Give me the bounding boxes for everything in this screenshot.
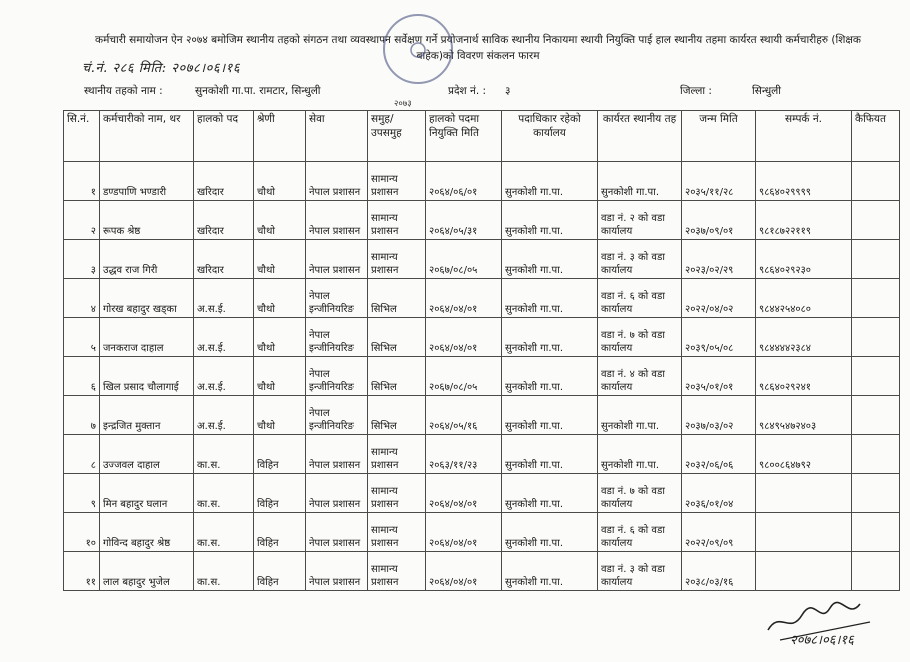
cell-local-level: वडा नं. ६ को वडा कार्यालय [598,513,682,552]
cell-post: का.स. [194,513,254,552]
cell-local-level: वडा नं. ६ को वडा कार्यालय [598,279,682,318]
table-row [64,318,900,357]
cell-service: नेपाल इन्जीनियरिङ [306,318,368,357]
cell-office: सुनकोशी गा.पा. [502,162,598,201]
cell-dob: २०२२/०४/०२ [682,279,756,318]
table-row [64,162,900,201]
cell-remarks [852,513,900,552]
cell-sn: ६ [64,357,100,396]
cell-grade: विहिन [254,435,306,474]
col-header-group: समुह/उपसमुह [368,111,426,162]
cell-name: मिन बहादुर घलान [100,474,194,513]
cell-contact: ९८६४०२९२३० [756,240,852,279]
col-header-office: पदाधिकार रहेको कार्यालय [502,111,598,162]
cell-remarks [852,240,900,279]
col-header-name: कर्मचारीको नाम, थर [100,111,194,162]
office-stamp [383,14,453,84]
form-heading: कर्मचारी समायोजन ऐन २०७४ बमोजिम स्थानीय तहको संगठन तथा व्यवस्थापन सर्वेक्षण गर्ने प्रयोजनार्थ साविक स्थानीय निकायमा स्थायी नियुक्ति पाई हाल स्थानीय तहमा कार्यरत स्थायी कर्मचारीहरु (शिक्षक बाहेक)को विवरण संकलन फारम [95,34,861,62]
cell-appointment-date: २०६४/०५/१६ [426,396,502,435]
cell-name: जनकराज दाहाल [100,318,194,357]
cell-dob: २०३७/०९/०१ [682,201,756,240]
cell-dob: २०३६/०१/०४ [682,474,756,513]
cell-appointment-date: २०६४/०६/०१ [426,162,502,201]
cell-grade: चौथो [254,357,306,396]
cell-office: सुनकोशी गा.पा. [502,279,598,318]
cell-grade: चौथो [254,279,306,318]
cell-contact: ९८१८७२२११९ [756,201,852,240]
table-row [64,279,900,318]
cell-group: सामान्य प्रशासन [368,435,426,474]
cell-grade: चौथो [254,201,306,240]
cell-dob: २०२३/०२/२९ [682,240,756,279]
cell-group: सिभिल [368,357,426,396]
cell-remarks [852,201,900,240]
cell-dob: २०३९/०५/०८ [682,318,756,357]
cell-post: का.स. [194,435,254,474]
cell-sn: ३ [64,240,100,279]
cell-office: सुनकोशी गा.पा. [502,318,598,357]
cell-group: सामान्य प्रशासन [368,474,426,513]
cell-local-level: सुनकोशी गा.पा. [598,162,682,201]
cell-service: नेपाल इन्जीनियरिङ [306,279,368,318]
col-header-post: हालको पद [194,111,254,162]
cell-post: का.स. [194,552,254,591]
cell-local-level: वडा नं. ७ को वडा कार्यालय [598,474,682,513]
cell-post: का.स. [194,474,254,513]
cell-office: सुनकोशी गा.पा. [502,435,598,474]
cell-remarks [852,552,900,591]
col-header-local-level: कार्यरत स्थानीय तह [598,111,682,162]
cell-dob: २०३८/०३/१६ [682,552,756,591]
cell-grade: चौथो [254,240,306,279]
cell-grade: चौथो [254,318,306,357]
cell-sn: १० [64,513,100,552]
cell-remarks [852,279,900,318]
cell-remarks [852,357,900,396]
cell-remarks [852,162,900,201]
cell-remarks [852,435,900,474]
district-value: सिन्धुली [752,85,782,97]
cell-contact: ९८६४०२९९९९ [756,162,852,201]
cell-sn: ९ [64,474,100,513]
cell-contact [756,513,852,552]
cell-name: लाल बहादुर भुजेल [100,552,194,591]
cell-post: खरिदार [194,162,254,201]
table-header-row [64,111,900,162]
cell-remarks [852,318,900,357]
col-header-remarks: कैफियत [852,111,900,162]
cell-contact: ९८४४४४२३८४ [756,318,852,357]
cell-local-level: सुनकोशी गा.पा. [598,396,682,435]
cell-name: खिल प्रसाद चौलागाई [100,357,194,396]
province-label: प्रदेश नं. : [448,85,487,97]
cell-contact [756,552,852,591]
cell-office: सुनकोशी गा.पा. [502,474,598,513]
cell-service: नेपाल इन्जीनियरिङ [306,396,368,435]
cell-appointment-date: २०६४/०४/०१ [426,474,502,513]
cell-appointment-date: २०६४/०४/०१ [426,552,502,591]
cell-dob: २०३२/०६/०६ [682,435,756,474]
cell-group: सामान्य प्रशासन [368,162,426,201]
cell-group: सामान्य प्रशासन [368,552,426,591]
cell-service: नेपाल प्रशासन [306,552,368,591]
district-label: जिल्ला : [680,85,712,97]
cell-sn: ८ [64,435,100,474]
province-value: ३ [505,85,511,97]
cell-office: सुनकोशी गा.पा. [502,513,598,552]
cell-group: सामान्य प्रशासन [368,240,426,279]
cell-post: अ.स.ई. [194,318,254,357]
cell-grade: विहिन [254,513,306,552]
cell-grade: चौथो [254,162,306,201]
cell-post: खरिदार [194,201,254,240]
table-row [64,240,900,279]
cell-local-level: वडा नं. २ को वडा कार्यालय [598,201,682,240]
local-level-value: सुनकोशी गा.पा. रामटार, सिन्धुली [195,85,321,97]
cell-service: नेपाल इन्जीनियरिङ [306,357,368,396]
cell-remarks [852,396,900,435]
cell-service: नेपाल प्रशासन [306,435,368,474]
cell-local-level: वडा नं. ३ को वडा कार्यालय [598,240,682,279]
col-header-sn: सि.नं. [64,111,100,162]
cell-office: सुनकोशी गा.पा. [502,552,598,591]
cell-sn: ५ [64,318,100,357]
cell-grade: विहिन [254,474,306,513]
cell-sn: ७ [64,396,100,435]
cell-local-level: वडा नं. ७ को वडा कार्यालय [598,318,682,357]
cell-service: नेपाल प्रशासन [306,201,368,240]
cell-sn: १ [64,162,100,201]
cell-service: नेपाल प्रशासन [306,474,368,513]
cell-name: रूपक श्रेष्ठ [100,201,194,240]
table-row [64,474,900,513]
cell-grade: चौथो [254,396,306,435]
table-row [64,552,900,591]
cell-remarks [852,474,900,513]
cell-sn: २ [64,201,100,240]
signature-date: २०७८।०६।१६ [790,633,854,648]
cell-group: सिभिल [368,396,426,435]
cell-appointment-date: २०६७/०८/०५ [426,240,502,279]
cell-office: सुनकोशी गा.पा. [502,357,598,396]
cell-local-level: वडा नं. ३ को वडा कार्यालय [598,552,682,591]
table-row [64,201,900,240]
cell-name: गोरख बहादुर खड्का [100,279,194,318]
cell-office: सुनकोशी गा.पा. [502,201,598,240]
cell-appointment-date: २०६३/११/२३ [426,435,502,474]
cell-name: उद्धव राज गिरी [100,240,194,279]
emblem-icon [398,40,438,60]
col-header-dob: जन्म मिति [682,111,756,162]
cell-group: सिभिल [368,318,426,357]
col-header-service: सेवा [306,111,368,162]
cell-group: सामान्य प्रशासन [368,201,426,240]
cell-contact: ९८६४०२९२४१ [756,357,852,396]
cell-post: खरिदार [194,240,254,279]
cell-contact: ९८४९५४७२४०३ [756,396,852,435]
cell-service: नेपाल प्रशासन [306,513,368,552]
cell-contact [756,474,852,513]
table-row [64,513,900,552]
cell-sn: ४ [64,279,100,318]
cell-contact: ९८४४२५४०८० [756,279,852,318]
cell-office: सुनकोशी गा.पा. [502,240,598,279]
cell-office: सुनकोशी गा.पा. [502,396,598,435]
cell-contact: ९८००८६४७९२ [756,435,852,474]
cell-group: सामान्य प्रशासन [368,513,426,552]
cell-local-level: सुनकोशी गा.पा. [598,435,682,474]
cell-dob: २०३५/०१/०१ [682,357,756,396]
cell-appointment-date: २०६४/०५/३१ [426,201,502,240]
stamp-year: २०७३ [394,99,412,109]
col-header-grade: श्रेणी [254,111,306,162]
cell-dob: २०२२/०९/०९ [682,513,756,552]
table-row [64,435,900,474]
cell-group: सिभिल [368,279,426,318]
cell-name: उज्जवल दाहाल [100,435,194,474]
staff-table [63,110,900,591]
cell-appointment-date: २०६४/०४/०१ [426,513,502,552]
cell-appointment-date: २०६७/०८/०५ [426,357,502,396]
cell-post: अ.स.ई. [194,279,254,318]
cell-name: इन्द्रजित मुक्तान [100,396,194,435]
table-row [64,357,900,396]
cell-grade: विहिन [254,552,306,591]
cell-appointment-date: २०६४/०४/०१ [426,318,502,357]
cell-service: नेपाल प्रशासन [306,162,368,201]
handwritten-reference: चं.नं. २८६ मिति: २०७८।०६।१६ [82,61,241,76]
cell-service: नेपाल प्रशासन [306,240,368,279]
col-header-appointment-date: हालको पदमा नियुक्ति मिति [426,111,502,162]
cell-name: डण्डपाणि भण्डारी [100,162,194,201]
cell-post: अ.स.ई. [194,357,254,396]
cell-post: अ.स.ई. [194,396,254,435]
cell-sn: ११ [64,552,100,591]
cell-local-level: वडा नं. ४ को वडा कार्यालय [598,357,682,396]
table-row [64,396,900,435]
cell-dob: २०३५/११/२८ [682,162,756,201]
cell-appointment-date: २०६४/०४/०१ [426,279,502,318]
col-header-contact: सम्पर्क नं. [756,111,852,162]
local-level-label: स्थानीय तहको नाम : [84,85,163,97]
cell-dob: २०३७/०३/०२ [682,396,756,435]
cell-name: गोविन्द बहादुर श्रेष्ठ [100,513,194,552]
